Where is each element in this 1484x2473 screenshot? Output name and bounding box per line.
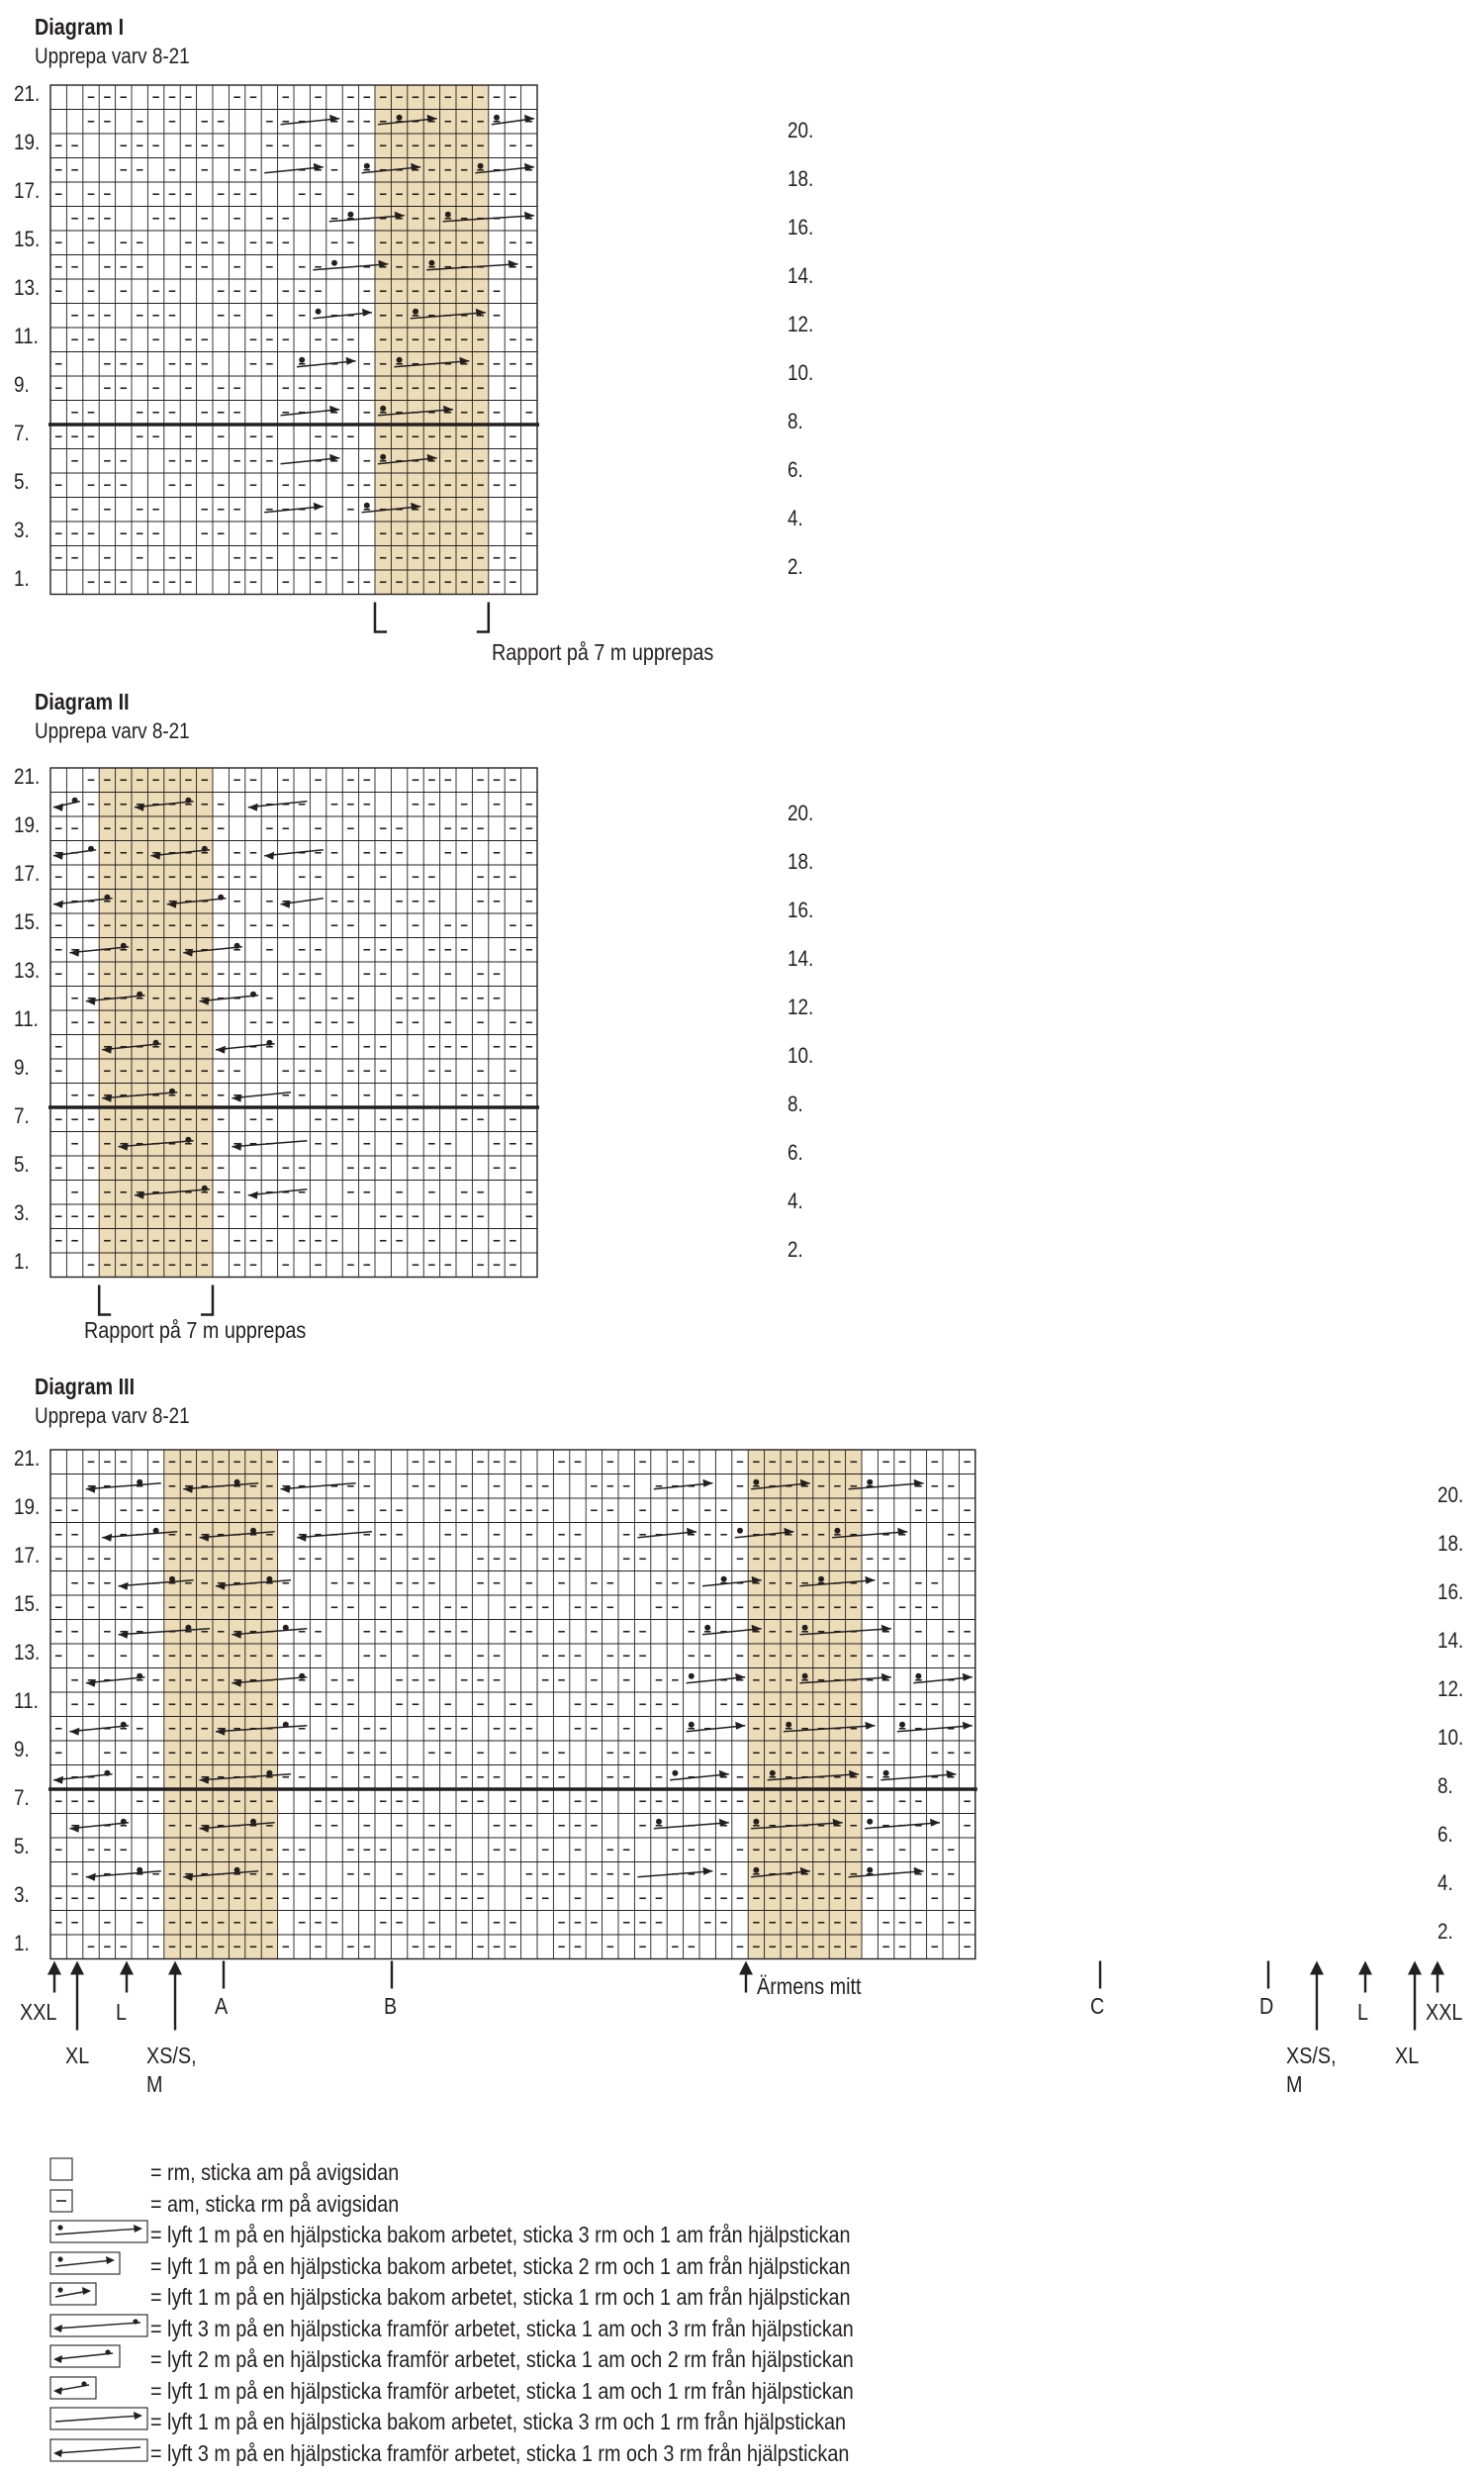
cable-left-3-1-icon	[49, 2314, 150, 2339]
marker-xssm-right-line2: M	[1286, 2071, 1303, 2097]
legend-text: = lyft 3 m på en hjälpsticka framför arbetet, sticka 1 rm och 3 rm från hjälpstickan	[150, 2439, 850, 2466]
purl-dot	[169, 1576, 175, 1582]
cable-symbol	[297, 1532, 372, 1542]
purl-dot	[689, 1722, 695, 1728]
purl-dot	[153, 1528, 159, 1534]
row-number-right: 8.	[788, 408, 803, 433]
dash-icon	[49, 2189, 75, 2215]
cable-right-3-1-icon	[49, 2220, 150, 2245]
marker-d: D	[1259, 1993, 1274, 2019]
row-number-right: 10.	[788, 359, 814, 385]
purl-dot	[915, 1673, 921, 1679]
row-number-left: 1.	[14, 1931, 30, 1955]
purl-dot	[737, 1528, 743, 1534]
row-number-right: 2.	[788, 553, 803, 579]
purl-dot	[283, 1722, 289, 1728]
row-number-left: 1.	[14, 566, 30, 591]
legend-text: = lyft 2 m på en hjälpsticka framför arbetet, sticka 1 am och 2 rm från hjälpstickan	[150, 2346, 854, 2372]
row-number-left: 7.	[14, 421, 30, 445]
marker-c: C	[1090, 1993, 1105, 2019]
legend-text: = lyft 1 m på en hjälpsticka framför arbetet, sticka 1 am och 1 rm från hjälpstickan	[150, 2377, 854, 2404]
row-number-right: 4.	[788, 505, 803, 530]
row-number-right: 14.	[1438, 1627, 1464, 1653]
row-number-left: 5.	[14, 469, 30, 494]
row-number-right: 4.	[1438, 1869, 1453, 1895]
purl-dot	[250, 1819, 256, 1825]
purl-dot	[867, 1479, 873, 1485]
purl-dot	[883, 1770, 889, 1776]
row-number-right: 16.	[788, 214, 814, 239]
row-number-left: 17.	[14, 1543, 41, 1568]
purl-dot	[234, 1867, 240, 1873]
arrow-armens-mitt	[739, 1961, 753, 1993]
purl-dot	[770, 1770, 776, 1776]
row-number-left: 9.	[14, 372, 30, 397]
marker-xl-left: XL	[65, 2043, 90, 2068]
purl-dot	[753, 1479, 759, 1485]
row-number-left: 5.	[14, 1152, 30, 1177]
legend-text: = lyft 1 m på en hjälpsticka bakom arbetet, sticka 1 rm och 1 am från hjälpstickan	[150, 2284, 851, 2310]
cable-symbol	[86, 1479, 161, 1493]
cable-symbol	[897, 1722, 973, 1732]
marker-xssm-left-line2: M	[146, 2071, 163, 2097]
cable-symbol	[637, 1867, 712, 1877]
row-number-left: 15.	[14, 227, 41, 251]
row-number-left: 21.	[14, 81, 41, 106]
purl-dot	[250, 1528, 256, 1534]
purl-dot	[753, 1819, 759, 1825]
purl-dot	[802, 1625, 808, 1631]
arrow-l-left	[120, 1961, 134, 1993]
row-number-left: 21.	[14, 1446, 41, 1471]
empty-icon	[49, 2157, 75, 2183]
row-number-right: 2.	[1438, 1918, 1453, 1944]
diagram-1-subtitle: Upprepa varv 8-21	[35, 44, 190, 68]
diagram-3-subtitle: Upprepa varv 8-21	[35, 1403, 190, 1428]
row-number-left: 19.	[14, 812, 41, 837]
row-number-left: 5.	[14, 1834, 30, 1858]
row-number-right: 8.	[788, 1091, 803, 1116]
marker-armens-mitt: Ärmens mitt	[757, 1973, 862, 1999]
diagram-3-title: Diagram III	[35, 1374, 136, 1399]
row-number-left: 15.	[14, 1591, 41, 1616]
diagram-2-repeat-note: Rapport på 7 m upprepas	[84, 1317, 307, 1343]
purl-dot	[299, 1673, 305, 1679]
row-number-right: 4.	[788, 1188, 803, 1213]
cable-right-2-1-icon	[49, 2251, 123, 2277]
diagram-2-title: Diagram II	[35, 689, 130, 714]
row-number-left: 19.	[14, 130, 41, 154]
marker-xxl-right: XXL	[1426, 1999, 1463, 2025]
row-number-right: 20.	[788, 117, 814, 143]
row-number-left: 3.	[14, 1882, 30, 1907]
cable-symbol	[654, 1819, 729, 1829]
row-number-right: 18.	[788, 165, 814, 191]
row-number-left: 3.	[14, 1200, 30, 1225]
row-number-left: 15.	[14, 909, 41, 934]
diagram-2-subtitle: Upprepa varv 8-21	[35, 718, 190, 743]
diagram-1-repeat-note: Rapport på 7 m upprepas	[492, 639, 714, 665]
purl-dot	[786, 1722, 791, 1728]
marker-xxl-left: XXL	[20, 1999, 57, 2025]
cable-right-1-1-icon	[49, 2282, 99, 2308]
purl-dot	[867, 1867, 873, 1873]
purl-dot	[899, 1722, 905, 1728]
purl-dot	[689, 1673, 695, 1679]
purl-dot	[867, 1819, 873, 1825]
arrow-xxl-left	[47, 1961, 61, 1993]
row-number-right: 12.	[788, 311, 814, 336]
row-number-left: 7.	[14, 1103, 30, 1128]
row-number-right: 12.	[788, 994, 814, 1019]
purl-dot	[266, 1576, 272, 1582]
cable-left-1-1-icon	[49, 2376, 99, 2402]
legend-text: = lyft 3 m på en hjälpsticka framför arbetet, sticka 1 am och 3 rm från hjälpstickan	[150, 2315, 854, 2341]
row-number-right: 2.	[788, 1236, 803, 1262]
purl-dot	[834, 1528, 840, 1534]
row-number-right: 6.	[788, 1139, 803, 1165]
purl-dot	[121, 1819, 127, 1825]
cable-symbol	[865, 1819, 940, 1829]
purl-dot	[234, 1479, 240, 1485]
arrow-xl-left	[70, 1961, 84, 2031]
row-number-left: 1.	[14, 1249, 30, 1274]
row-number-left: 7.	[14, 1785, 30, 1810]
legend-text: = lyft 1 m på en hjälpsticka bakom arbetet, sticka 2 rm och 1 am från hjälpstickan	[150, 2252, 851, 2279]
marker-l-right: L	[1357, 1999, 1369, 2025]
row-number-left: 13.	[14, 958, 41, 983]
purl-dot	[185, 1625, 191, 1631]
purl-dot	[104, 1770, 110, 1776]
row-number-right: 8.	[1438, 1772, 1453, 1798]
legend-text: = rm, sticka am på avigsidan	[150, 2159, 400, 2185]
row-number-right: 12.	[1438, 1675, 1464, 1701]
cable-symbol	[281, 1483, 356, 1493]
purl-dot	[672, 1770, 678, 1776]
row-number-left: 17.	[14, 861, 41, 886]
purl-dot	[818, 1576, 824, 1582]
cable-symbol	[881, 1770, 956, 1780]
diagram-1-title: Diagram I	[35, 14, 125, 40]
purl-dot	[137, 1867, 142, 1873]
row-number-left: 11.	[14, 1006, 39, 1031]
marker-a: A	[215, 1993, 229, 2019]
row-number-left: 19.	[14, 1494, 41, 1519]
arrow-xxl-right	[1431, 1961, 1444, 1993]
row-number-right: 20.	[788, 800, 814, 825]
purl-dot	[121, 1722, 127, 1728]
legend-text: = am, sticka rm på avigsidan	[150, 2190, 400, 2217]
marker-xssm-right-line1: XS/S,	[1286, 2043, 1337, 2068]
row-number-left: 21.	[14, 764, 41, 789]
row-number-left: 9.	[14, 1737, 30, 1761]
cable-symbol	[86, 1867, 161, 1881]
row-number-right: 20.	[1438, 1481, 1464, 1507]
arrow-l-right	[1358, 1961, 1372, 1993]
row-number-right: 18.	[788, 848, 814, 874]
row-number-left: 11.	[14, 1688, 39, 1713]
purl-dot	[704, 1625, 710, 1631]
marker-l-left: L	[116, 1999, 128, 2025]
row-number-left: 13.	[14, 1640, 41, 1665]
arrow-xl-right	[1408, 1961, 1422, 2031]
purl-dot	[753, 1867, 759, 1873]
row-number-right: 14.	[788, 262, 814, 288]
arrow-xssm-left	[168, 1961, 182, 2031]
marker-b: B	[384, 1993, 398, 2019]
row-number-right: 10.	[1438, 1724, 1464, 1750]
purl-dot	[137, 1479, 142, 1485]
purl-dot	[721, 1576, 727, 1582]
row-number-right: 14.	[788, 945, 814, 971]
legend-text: = lyft 1 m på en hjälpsticka bakom arbetet, sticka 3 rm och 1 rm från hjälpstickan	[150, 2409, 847, 2434]
marker-xssm-left-line1: XS/S,	[146, 2043, 197, 2068]
arrow-xssm-right	[1310, 1961, 1324, 2031]
row-number-right: 16.	[1438, 1578, 1464, 1604]
cable-left-2-1-icon	[49, 2344, 123, 2370]
legend-text: = lyft 1 m på en hjälpsticka bakom arbetet, sticka 3 rm och 1 am från hjälpstickan	[150, 2222, 851, 2247]
purl-dot	[656, 1819, 662, 1825]
row-number-left: 13.	[14, 275, 41, 300]
purl-dot	[283, 1625, 289, 1631]
cable-left-3-1-knit-icon	[49, 2438, 150, 2464]
row-number-right: 10.	[788, 1042, 814, 1068]
row-number-right: 16.	[788, 897, 814, 922]
purl-dot	[137, 1673, 142, 1679]
row-number-left: 3.	[14, 518, 30, 542]
row-number-left: 11.	[14, 324, 39, 348]
cable-right-3-1-knit-icon	[49, 2407, 150, 2432]
row-number-left: 9.	[14, 1055, 30, 1080]
marker-xl-right: XL	[1395, 2043, 1420, 2068]
row-number-right: 6.	[1438, 1821, 1453, 1847]
row-number-left: 17.	[14, 178, 41, 203]
row-number-right: 18.	[1438, 1530, 1464, 1556]
purl-dot	[266, 1770, 272, 1776]
row-number-right: 6.	[788, 456, 803, 482]
purl-dot	[802, 1673, 808, 1679]
